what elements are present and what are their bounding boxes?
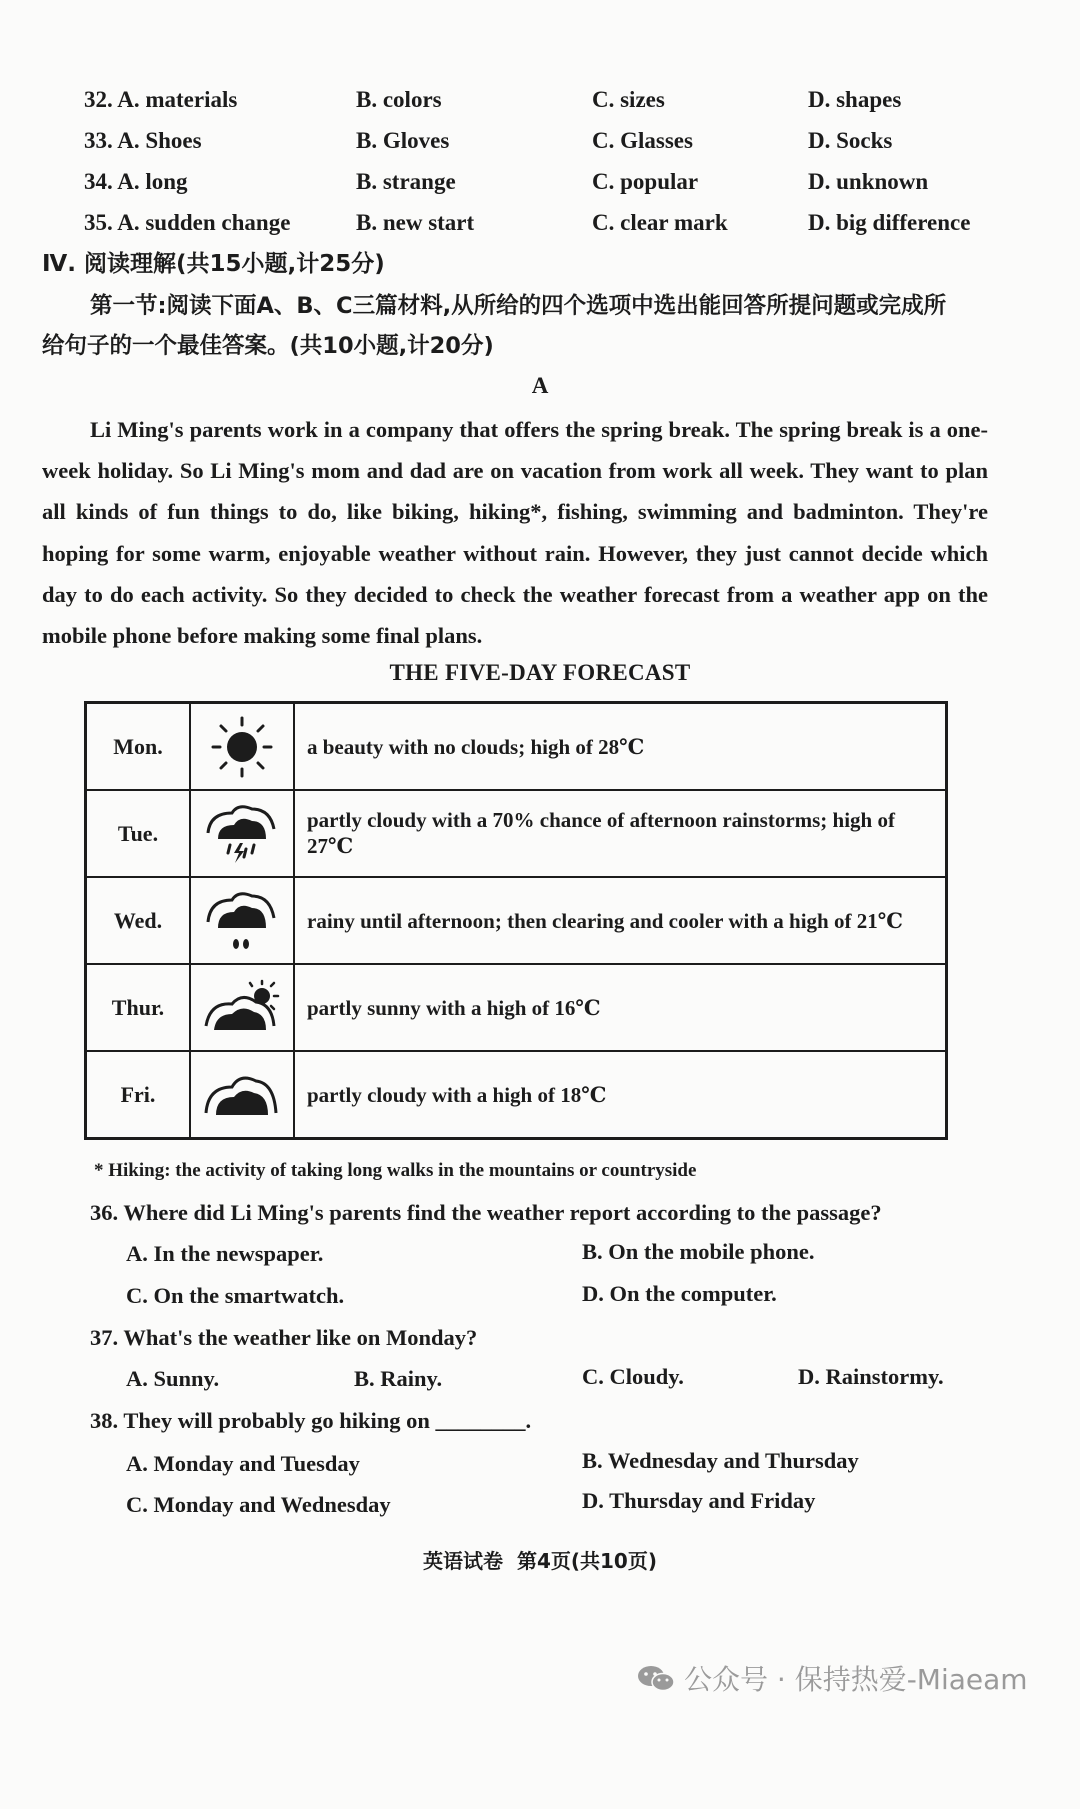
option-a: 35. A. sudden change [84,210,291,235]
forecast-day: Thur. [86,964,191,1051]
option-d: D. On the computer. [582,1281,777,1306]
option-b: B. Wednesday and Thursday [582,1448,859,1473]
option-a: A. Monday and Tuesday [126,1451,360,1476]
option-a: 33. A. Shoes [84,128,202,153]
wechat-icon [636,1663,676,1693]
option-d: D. Thursday and Friday [582,1488,816,1513]
option-d: D. Socks [808,128,893,153]
option-d: D. unknown [808,169,929,194]
forecast-day: Mon. [86,703,191,791]
option-b: B. strange [356,169,456,194]
option-c: C. Monday and Wednesday [126,1492,391,1517]
option-c: C. Glasses [592,128,693,153]
forecast-desc: partly sunny with a high of 16℃ [294,964,947,1051]
forecast-row [86,703,947,791]
forecast-day: Tue. [86,790,191,877]
forecast-row [86,790,947,877]
forecast-desc: a beauty with no clouds; high of 28℃ [294,703,947,791]
option-b: B. On the mobile phone. [582,1239,815,1264]
cloud-icon [190,1051,294,1139]
page-footer: 英语试卷 第4页(共10页) [423,1549,657,1573]
forecast-row [86,877,947,964]
option-b: B. Gloves [356,128,450,153]
forecast-day: Fri. [86,1051,191,1139]
passage-text: Li Ming's parents work in a company that offers the spring break. The spring break is a one-week holiday. So Li Ming's mom and dad are on vacation from work all week. They want to plan all kinds of fun things to do, like biking, hiking*, fishing, swimming and badminton. They're hoping for some warm, enjoyable weather without rain. However, they just cannot decide which day to do each activity. So they decided to check the weather forecast from a weather app on the mobile phone before making some final plans. [42,417,988,649]
rain-cloud-icon [190,877,294,964]
question-38-stem: 38. They will probably go hiking on ________. [90,1408,532,1433]
option-c: C. popular [592,169,699,194]
option-c: C. clear mark [592,210,728,235]
option-d: D. shapes [808,87,902,112]
option-b: B. Rainy. [354,1366,443,1391]
forecast-day: Wed. [86,877,191,964]
question-36-stem: 36. Where did Li Ming's parents find the weather report according to the passage? [90,1200,882,1225]
partly-sunny-icon [190,964,294,1051]
passage-label: A [531,373,549,398]
forecast-row [86,1051,947,1139]
thunderstorm-icon [190,790,294,877]
watermark-text: 公众号 · 保持热爱-Miaeam [684,1663,1028,1696]
forecast-row [86,964,947,1051]
option-a: A. In the newspaper. [126,1241,324,1266]
forecast-desc: rainy until afternoon; then clearing and cooler with a high of 21℃ [294,877,947,964]
sun-icon [190,703,294,791]
option-b: B. new start [356,210,475,235]
forecast-desc: partly cloudy with a 70% chance of afternoon rainstorms; high of 27℃ [294,790,947,877]
option-d: D. Rainstormy. [798,1364,944,1389]
forecast-table [84,701,948,1140]
option-c: C. sizes [592,87,665,112]
question-37-stem: 37. What's the weather like on Monday? [90,1325,478,1350]
option-c: C. Cloudy. [582,1364,684,1389]
watermark [636,1658,1028,1698]
option-d: D. big difference [808,210,971,235]
footnote: * Hiking: the activity of taking long walks in the mountains or countryside [94,1160,697,1181]
forecast-title: THE FIVE-DAY FORECAST [389,660,691,685]
option-a: 32. A. materials [84,87,238,112]
option-a: A. Sunny. [126,1366,220,1391]
exam-page: 32. A. materials B. colors C. sizes D. shapes 33. A. Shoes B. Gloves C. Glasses D. Socks 34. A. long B. strange C. popular D. unknown 35. A. sudden change B. new start C. clear mark D. big difference Ⅳ. 阅读理解(共15小题,计25分) 第一节:阅读下面A、B、C三篇材料,从所给的四个选项中选出能回答所提问题或完成所 给句子的一个最佳答案。(共10小题,计20分) A Li Ming's parents work in a company that offers the spring break. The spring break is a one-week holiday. So Li Ming's mom and dad are on vacation from work all week. They want to plan all kinds of fun things to do, like biking, hiking*, fishing, swimming and badminton. They're hoping for some warm, enjoyable weather without rain. However, they just cannot decide which day to do each activity. So they decided to check the weather forecast from a weather app on the mobile phone before making some final plans. THE FIVE-DAY FORECAST Mon. a beauty with no clouds; high of 28℃ Tue. partly cloudy with a 70% chance of afternoon rainstorms; high of 27℃ Wed. rainy until afternoon; then clearing and cooler with a high of 21℃ Thur. partly sunny with a high of 16℃ Fri. partly cloudy with a high of 18℃ * Hiking: the activity of taking long walks in the mountains or countryside 36. Where did Li Ming's parents find the weather report according to the passage? A. In the newspaper. B. On the mobile phone. C. On the smartwatch. D. On the computer. 37. What's the weather like on Monday? A. Sunny. B. Rainy. C. Cloudy. D. Rainstormy. 38. They will probably go hiking on ________. A. Monday and Tuesday B. Wednesday and Thursday C. Monday and Wednesday D. Thursday and Friday 英语试卷 第4页(共10页) 公众号 · 保持热爱-Miaeam [0,0,1080,1809]
forecast-desc: partly cloudy with a high of 18℃ [294,1051,947,1139]
option-c: C. On the smartwatch. [126,1283,345,1308]
option-a: 34. A. long [84,169,188,194]
option-b: B. colors [356,87,442,112]
